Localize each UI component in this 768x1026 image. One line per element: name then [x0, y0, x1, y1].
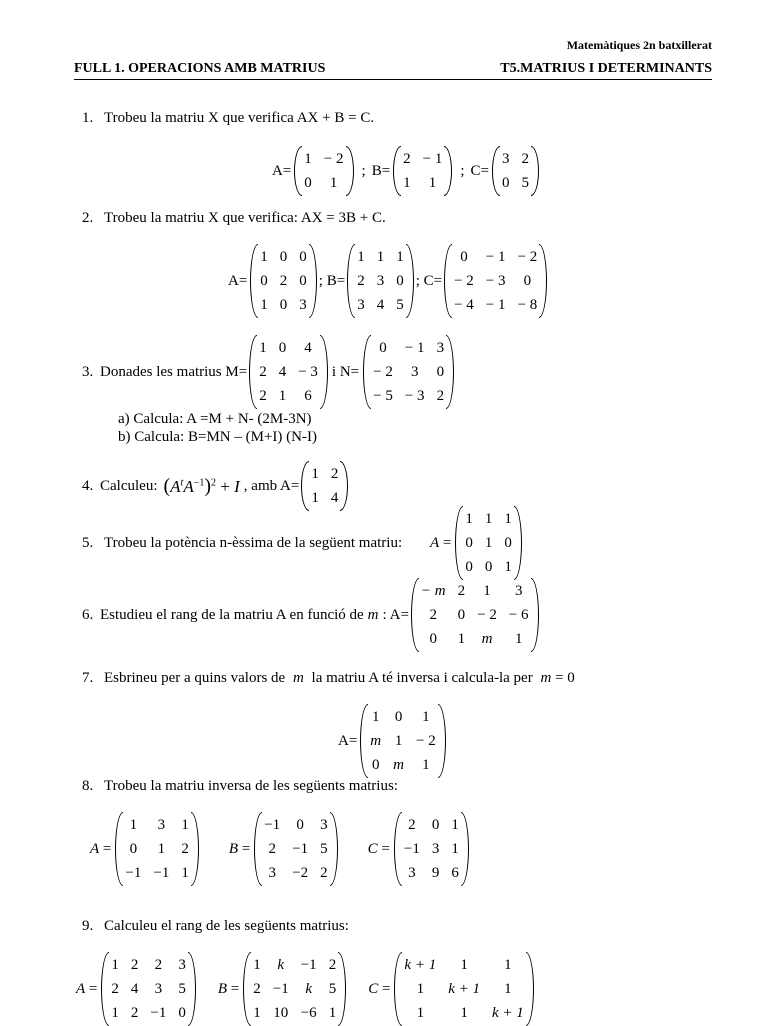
matrix-cell: −1 — [300, 957, 317, 973]
left-paren — [301, 461, 309, 511]
unit-title: T5.MATRIUS I DETERMINANTS — [500, 61, 712, 76]
matrix-cell: 2 — [436, 388, 445, 404]
matrix-cell: −1 — [292, 841, 309, 857]
matrix-a — [115, 812, 198, 886]
exercise-4 — [82, 461, 350, 511]
matrix-cell: 1 — [111, 957, 119, 973]
matrix-cell: 0 — [484, 559, 493, 575]
matrix-cell: − 1 — [485, 249, 506, 265]
exercise-number: 8. — [82, 778, 94, 794]
right-paren — [346, 146, 354, 196]
left-paren — [360, 704, 368, 778]
left-paren — [455, 506, 463, 580]
exercise-number: 5. — [82, 535, 94, 551]
matrix-cell: 1 — [328, 1005, 337, 1021]
matrix-cell: 1 — [371, 709, 380, 725]
exercise-number: 7. — [82, 670, 94, 686]
matrix-cell: 5 — [396, 297, 404, 313]
matrix-cell: 2 — [130, 1005, 139, 1021]
matrix-cell: − 3 — [485, 273, 506, 289]
matrix-cell: 3 — [431, 841, 440, 857]
separator: ; B= — [318, 272, 346, 289]
matrix-cell: 5 — [178, 981, 186, 997]
separator: ; — [361, 162, 366, 179]
right-paren — [514, 506, 522, 580]
matrix-cell: −2 — [292, 865, 309, 881]
matrix-cell: − m — [420, 583, 446, 599]
matrix-cell: 1 — [394, 733, 403, 749]
matrix-cell: 1 — [457, 631, 466, 647]
exercise-text: Estudieu el rang de la matriu A en funció de — [100, 606, 364, 623]
suffix: , amb A= — [243, 477, 300, 494]
matrix-cell: k — [305, 981, 313, 997]
exercise-5 — [82, 535, 402, 552]
exercise-text-cont: la matriu A té inversa i calcula-la per — [311, 670, 533, 686]
matrix-cell: 1 — [460, 957, 468, 973]
matrix-a — [301, 461, 348, 511]
matrix-cell: 2 — [111, 981, 119, 997]
matrix-cell: 0 — [371, 757, 380, 773]
left-paren — [249, 335, 257, 409]
matrix-cell: 0 — [429, 631, 438, 647]
left-paren — [254, 812, 262, 886]
exercise-number: 2. — [82, 210, 94, 226]
matrix-label: A= — [338, 732, 358, 749]
matrix-cell: 5 — [328, 981, 337, 997]
matrix-cell: 2 — [259, 388, 267, 404]
matrix-cell: −1 — [150, 1005, 167, 1021]
suffix: : A= — [382, 606, 409, 623]
exercise-text: Esbrineu per a quins valors de — [104, 670, 286, 686]
exercise-text: Trobeu la matriu X que verifica AX + B = C. — [104, 110, 375, 126]
matrix-cell: 1 — [422, 757, 430, 773]
matrix-m — [249, 335, 328, 409]
exercise-8-matrices: A = 1 3 1 0 1 2 −1 −1 1 B = −1 0 3 2 −1 5 3 −2 2 C = 2 0 1 −1 3 1 3 9 6 — [90, 812, 471, 886]
matrix-grid — [355, 244, 406, 318]
matrix-grid — [402, 812, 461, 886]
matrix-cell: 2 — [328, 957, 337, 973]
separator: ; C= — [415, 272, 443, 289]
matrix-cell: 1 — [396, 249, 404, 265]
matrix-var: C — [367, 840, 378, 857]
right-paren — [406, 244, 414, 318]
matrix-cell: 1 — [451, 841, 459, 857]
matrix-cell: 3 — [268, 865, 276, 881]
matrix-cell: 5 — [320, 841, 328, 857]
matrix-cell: 1 — [181, 817, 189, 833]
matrix-cell: 1 — [304, 151, 312, 167]
matrix-cell: 2 — [181, 841, 189, 857]
matrix-c — [394, 812, 469, 886]
exercise-text: Trobeu la potència n-èssima de la següent matriu: — [104, 535, 403, 551]
matrix-cell: 3 — [157, 817, 166, 833]
matrix-cell: 0 — [523, 273, 532, 289]
matrix-label: A= — [272, 162, 292, 179]
right-paren — [320, 335, 328, 409]
exercise-number: 9. — [82, 918, 94, 934]
matrix-cell: 2 — [357, 273, 365, 289]
exercise-text: Donades les matrius M= — [100, 363, 248, 380]
matrix-c — [492, 146, 539, 196]
matrix-cell: 1 — [416, 981, 425, 997]
variable-m: m — [367, 606, 379, 623]
matrix-cell: − 2 — [477, 607, 497, 623]
matrix-cell: 3 — [514, 583, 523, 599]
sheet-title: FULL 1. OPERACIONS AMB MATRIUS — [74, 61, 326, 76]
matrix-var: B — [217, 980, 228, 997]
matrix-b — [393, 146, 452, 196]
matrix-label: C= — [470, 162, 490, 179]
matrix-cell: 1 — [260, 249, 268, 265]
matrix-cell: − 1 — [485, 297, 506, 313]
equals: = — [439, 534, 452, 551]
matrix-cell: 2 — [330, 466, 339, 482]
matrix-cell: k — [277, 957, 285, 973]
matrix-cell: −1 — [153, 865, 170, 881]
matrix-grid — [258, 244, 309, 318]
matrix-grid — [371, 335, 446, 409]
matrix-cell: k + 1 — [404, 957, 437, 973]
matrix-cell: 2 — [154, 957, 163, 973]
matrix-cell: 1 — [483, 583, 491, 599]
matrix-cell: 3 — [320, 817, 328, 833]
matrix-cell: 6 — [451, 865, 459, 881]
matrix-cell: 10 — [273, 1005, 289, 1021]
matrix-cell: 3 — [376, 273, 385, 289]
matrix-cell: − 3 — [298, 364, 318, 380]
exercise-number: 1. — [82, 110, 94, 126]
matrix-a — [360, 704, 445, 778]
left-paren — [101, 952, 109, 1026]
left-paren — [363, 335, 371, 409]
exercise-number: 4. — [82, 477, 94, 494]
matrix-grid — [452, 244, 539, 318]
matrix-cell: 4 — [130, 981, 139, 997]
matrix-cell: − 8 — [517, 297, 538, 313]
matrix-cell: 0 — [504, 535, 512, 551]
right-paren — [461, 812, 469, 886]
exercise-number: 3. — [82, 363, 94, 380]
matrix-cell: 0 — [304, 175, 312, 191]
matrix-var: C — [368, 980, 379, 997]
matrix-grid — [257, 335, 320, 409]
left-paren — [411, 578, 419, 652]
header-bar — [74, 60, 712, 80]
matrix-cell: 0 — [465, 535, 473, 551]
matrix-cell: 0 — [379, 340, 387, 356]
exercise-2-matrices — [228, 244, 549, 318]
matrix-var: A — [430, 534, 440, 551]
matrix-grid — [262, 812, 329, 886]
matrix-grid — [402, 952, 525, 1026]
matrix-cell: 3 — [408, 865, 416, 881]
matrix-cell: 2 — [408, 817, 416, 833]
left-paren — [492, 146, 500, 196]
matrix-cell: 1 — [416, 1005, 425, 1021]
exercise-2 — [82, 210, 386, 227]
matrix-cell: 0 — [457, 607, 466, 623]
matrix-cell: 1 — [460, 1005, 468, 1021]
right-paren — [531, 578, 539, 652]
matrix-cell: m — [393, 757, 404, 773]
exercise-3 — [82, 335, 456, 409]
matrix-cell: − 2 — [323, 151, 344, 167]
matrix-cell: 1 — [504, 511, 512, 527]
right-paren — [438, 704, 446, 778]
matrix-cell: 1 — [422, 709, 430, 725]
matrix-cell: 0 — [431, 817, 440, 833]
matrix-b — [243, 952, 346, 1026]
matrix-cell: 1 — [357, 249, 365, 265]
right-paren — [444, 146, 452, 196]
matrix-cell: 0 — [279, 297, 288, 313]
matrix-cell: 1 — [253, 1005, 261, 1021]
matrix-grid — [401, 146, 444, 196]
right-paren — [531, 146, 539, 196]
connector: i N= — [331, 363, 360, 380]
exercise-number: 6. — [82, 606, 94, 623]
matrix-cell: 1 — [259, 340, 267, 356]
matrix-cell: 3 — [410, 364, 419, 380]
left-paren — [250, 244, 258, 318]
matrix-grid — [309, 461, 340, 511]
matrix-a — [250, 244, 317, 318]
matrix-cell: 0 — [278, 340, 287, 356]
matrix-cell: 2 — [403, 151, 411, 167]
matrix-cell: − 1 — [422, 151, 443, 167]
matrix-cell: 9 — [431, 865, 440, 881]
matrix-cell: 2 — [279, 273, 288, 289]
exercise-7 — [82, 670, 575, 687]
left-paren — [243, 952, 251, 1026]
matrix-cell: k + 1 — [491, 1005, 524, 1021]
matrix-grid — [302, 146, 345, 196]
matrix-var: A — [76, 980, 86, 997]
matrix-grid — [123, 812, 190, 886]
matrix-cell: 1 — [157, 841, 166, 857]
matrix-cell: 0 — [502, 175, 510, 191]
matrix-cell: − 6 — [508, 607, 529, 623]
subject-label: Matemàtiques 2n batxillerat — [566, 38, 712, 52]
matrix-cell: 0 — [460, 249, 468, 265]
matrix-var: B — [228, 840, 238, 857]
matrix-cell: 0 — [129, 841, 138, 857]
matrix-cell: 5 — [521, 175, 530, 191]
right-paren — [309, 244, 317, 318]
right-paren — [526, 952, 534, 1026]
matrix-cell: 1 — [329, 175, 338, 191]
right-paren — [338, 952, 346, 1026]
matrix-cell: 2 — [259, 364, 267, 380]
matrix-b — [254, 812, 337, 886]
matrix-cell: 1 — [376, 249, 385, 265]
exercise-text: Calculeu: — [100, 477, 158, 494]
matrix-cell: 0 — [296, 817, 304, 833]
left-paren — [444, 244, 452, 318]
matrix-cell: 1 — [311, 466, 319, 482]
matrix-cell: 0 — [260, 273, 268, 289]
matrix-cell: 3 — [299, 297, 307, 313]
matrix-cell: 1 — [129, 817, 138, 833]
matrix-cell: − 2 — [415, 733, 436, 749]
matrix-grid — [251, 952, 338, 1026]
matrix-cell: 6 — [304, 388, 312, 404]
exercise-9 — [82, 918, 349, 935]
matrix-cell: 1 — [311, 490, 319, 506]
matrix-cell: −6 — [300, 1005, 317, 1021]
matrix-cell: 2 — [253, 981, 261, 997]
right-paren — [539, 244, 547, 318]
matrix-cell: −1 — [272, 981, 289, 997]
matrix-cell: − 2 — [517, 249, 538, 265]
matrix-label: B= — [371, 162, 391, 179]
exercise-9-matrices: A = 1 2 2 3 2 4 3 5 1 2 −1 0 B = 1 k −1 2 2 −1 k 5 1 10 −6 1 C = k + 1 1 1 1 k + 1 1 1 1 k + 1 — [76, 952, 536, 1026]
matrix-cell: 1 — [504, 957, 512, 973]
matrix-cell: 3 — [178, 957, 186, 973]
left-paren — [115, 812, 123, 886]
exercise-5-matrix — [430, 506, 524, 580]
right-paren — [446, 335, 454, 409]
matrix-cell: 0 — [396, 273, 404, 289]
matrix-cell: −1 — [264, 817, 281, 833]
matrix-cell: 1 — [403, 175, 411, 191]
right-paren — [191, 812, 199, 886]
exercise-1-matrices — [272, 146, 541, 196]
matrix-cell: 0 — [299, 249, 307, 265]
exercise-8 — [82, 778, 398, 795]
matrix-cell: 1 — [504, 981, 512, 997]
exercise-3-part-b: b) Calcula: B=MN – (M+I) (N-I) — [118, 429, 317, 445]
matrix-grid — [419, 578, 531, 652]
matrix-b — [347, 244, 414, 318]
left-paren — [294, 146, 302, 196]
exercise-7-matrix — [338, 704, 448, 778]
matrix-a — [294, 146, 353, 196]
matrix-cell: 2 — [457, 583, 466, 599]
matrix-label: A= — [228, 272, 248, 289]
right-paren — [330, 812, 338, 886]
matrix-cell: 2 — [320, 865, 328, 881]
matrix-c — [444, 244, 547, 318]
matrix-cell: 4 — [330, 490, 339, 506]
matrix-cell: − 3 — [404, 388, 425, 404]
left-paren — [393, 146, 401, 196]
left-paren — [394, 812, 402, 886]
matrix-cell: 0 — [394, 709, 403, 725]
matrix-cell: 4 — [304, 340, 312, 356]
matrix-c — [394, 952, 533, 1026]
separator: ; — [460, 162, 465, 179]
condition: = 0 — [551, 670, 575, 686]
matrix-cell: 1 — [451, 817, 459, 833]
matrix-cell: 3 — [502, 151, 510, 167]
matrix-cell: 1 — [111, 1005, 119, 1021]
exercise-text: Trobeu la matriu X que verifica: AX = 3B + C. — [104, 210, 386, 226]
matrix-cell: 2 — [429, 607, 438, 623]
matrix-cell: − 2 — [373, 364, 393, 380]
right-paren — [188, 952, 196, 1026]
matrix-grid — [500, 146, 531, 196]
matrix-cell: 3 — [436, 340, 445, 356]
matrix-cell: 1 — [484, 535, 493, 551]
matrix-cell: 2 — [130, 957, 139, 973]
matrix-cell: 1 — [514, 631, 523, 647]
matrix-cell: 2 — [268, 841, 276, 857]
exercise-3-part-a: a) Calcula: A =M + N- (2M-3N) — [118, 411, 312, 427]
matrix-cell: k + 1 — [448, 981, 480, 997]
matrix-cell: 4 — [376, 297, 385, 313]
matrix-cell: 1 — [484, 511, 493, 527]
formula: $(A^tA^{-1})^2 + I$ — [163, 474, 240, 497]
exercise-text: Trobeu la matriu inversa de les següents matrius: — [104, 778, 398, 794]
matrix-cell: −1 — [403, 841, 420, 857]
matrix-cell: 1 — [465, 511, 473, 527]
matrix-var: A — [90, 840, 100, 857]
matrix-a — [101, 952, 195, 1026]
matrix-cell: 0 — [465, 559, 473, 575]
matrix-cell: − 1 — [404, 340, 425, 356]
matrix-cell: − 4 — [454, 297, 474, 313]
left-paren — [347, 244, 355, 318]
matrix-cell: −1 — [125, 865, 142, 881]
matrix-cell: 1 — [278, 388, 287, 404]
matrix-a — [411, 578, 539, 652]
matrix-cell: 1 — [504, 559, 512, 575]
matrix-cell: 0 — [299, 273, 307, 289]
right-paren — [340, 461, 348, 511]
matrix-cell: 0 — [436, 364, 445, 380]
matrix-cell: 0 — [178, 1005, 186, 1021]
left-paren — [394, 952, 402, 1026]
matrix-cell: 0 — [279, 249, 288, 265]
matrix-cell: 1 — [253, 957, 261, 973]
matrix-a — [455, 506, 522, 580]
matrix-cell: 1 — [181, 865, 189, 881]
matrix-cell: 2 — [521, 151, 530, 167]
exercise-6 — [82, 578, 541, 652]
variable-m: m — [292, 670, 304, 686]
matrix-cell: m — [481, 631, 493, 647]
matrix-grid — [463, 506, 514, 580]
matrix-cell: 1 — [428, 175, 437, 191]
exercise-text: Calculeu el rang de les següents matrius: — [104, 918, 349, 934]
matrix-cell: 4 — [278, 364, 287, 380]
matrix-cell: 1 — [260, 297, 268, 313]
matrix-n — [363, 335, 454, 409]
matrix-cell: − 5 — [373, 388, 393, 404]
matrix-cell: − 2 — [454, 273, 474, 289]
exercise-1 — [82, 110, 374, 127]
matrix-cell: 3 — [357, 297, 365, 313]
matrix-grid — [109, 952, 187, 1026]
variable-m: m — [540, 670, 552, 686]
matrix-cell: 3 — [154, 981, 163, 997]
matrix-grid — [368, 704, 437, 778]
matrix-cell: m — [370, 733, 382, 749]
